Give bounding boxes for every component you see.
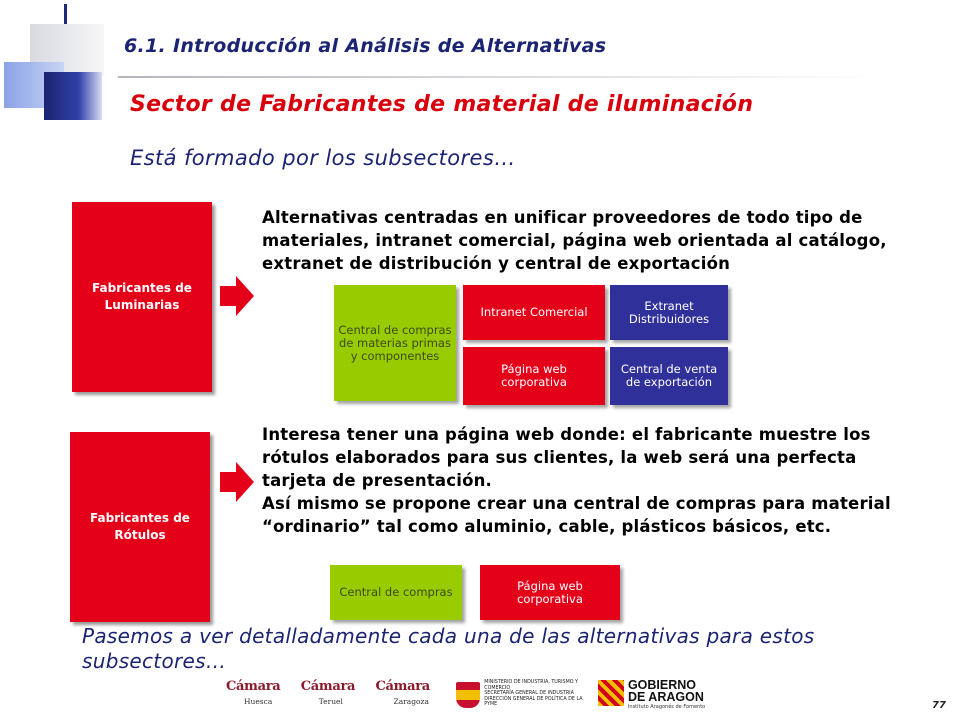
- coat-of-arms-icon: [456, 682, 480, 708]
- camara-wordmark: Cámara: [375, 679, 430, 694]
- pagina-web-box: Página web corporativa: [463, 347, 605, 405]
- rotulos-description-line: Así mismo se propone crear una central de compras para material “ordinario” tal como aluminio, cable, plásticos básicos, etc.: [262, 494, 891, 536]
- page-number: 77: [932, 700, 946, 711]
- subsector-luminarias-block: [72, 202, 212, 392]
- pagina-web-box: Página web corporativa: [480, 565, 620, 620]
- camara-wordmark: Cámara: [300, 679, 356, 694]
- decorative-navy-square: [44, 72, 102, 120]
- camara-teruel-logo: [297, 678, 370, 712]
- central-compras-box: Central de compras de materias primas y componentes: [334, 285, 456, 401]
- right-arrow-icon: [220, 462, 256, 502]
- ministerio-name: MINISTERIO DE INDUSTRIA, TURISMO Y COMERCIO: [484, 680, 578, 691]
- subsector-label: Luminarias: [104, 298, 180, 312]
- gobierno-line: DE ARAGON: [627, 690, 704, 704]
- camara-city: Zaragoza: [393, 697, 429, 706]
- section-title: 6.1. Introducción al Análisis de Alternativas: [124, 35, 607, 57]
- direccion-name: DIRECCIÓN GENERAL DE POLÍTICA DE LA PYME: [484, 696, 583, 708]
- subsector-label: Fabricantes de: [90, 511, 190, 525]
- luminarias-description: Alternativas centradas en unificar proveedores de todo tipo de materiales, intranet comercial, página web orientada al catálogo, extranet de distribución y central de exportación: [262, 208, 887, 273]
- camara-zaragoza-logo: [372, 678, 445, 712]
- subtitle: Está formado por los subsectores…: [130, 146, 516, 170]
- aragon-flag-icon: [598, 680, 624, 706]
- extranet-box: Extranet Distribuidores: [610, 285, 728, 340]
- camara-wordmark: Cámara: [226, 679, 281, 694]
- camara-huesca-logo: [222, 678, 295, 712]
- sector-title: Sector de Fabricantes de material de iluminación: [130, 92, 754, 117]
- intranet-comercial-box: Intranet Comercial: [463, 285, 605, 340]
- secretaria-name: SECRETARÍA GENERAL DE INDUSTRIA: [484, 691, 574, 697]
- rotulos-description: [262, 423, 922, 538]
- ministerio-logo: [454, 678, 588, 712]
- header-divider: [118, 76, 878, 78]
- camara-city: Huesca: [244, 697, 273, 706]
- gobierno-aragon-logo: [596, 677, 708, 713]
- central-compras-box: Central de compras: [330, 565, 462, 620]
- rotulos-description-line: Interesa tener una página web donde: el fabricante muestre los rótulos elaborados para sus clientes, la web será una perfecta tarjeta de presentación.: [262, 425, 871, 490]
- gobierno-line: GOBIERNO: [627, 678, 696, 692]
- subsector-label: Fabricantes de: [92, 281, 192, 295]
- gobierno-subtitle: Instituto Aragonés de Fomento: [627, 704, 706, 710]
- right-arrow-icon: [220, 276, 256, 316]
- subsector-label: Rótulos: [114, 528, 166, 542]
- central-venta-box: Central de venta de exportación: [610, 347, 728, 405]
- sponsor-logos: [222, 676, 708, 714]
- closing-text: Pasemos a ver detalladamente cada una de las alternativas para estos subsectores…: [82, 624, 815, 673]
- camara-city: Teruel: [318, 697, 343, 706]
- subsector-rotulos-block: [70, 432, 210, 622]
